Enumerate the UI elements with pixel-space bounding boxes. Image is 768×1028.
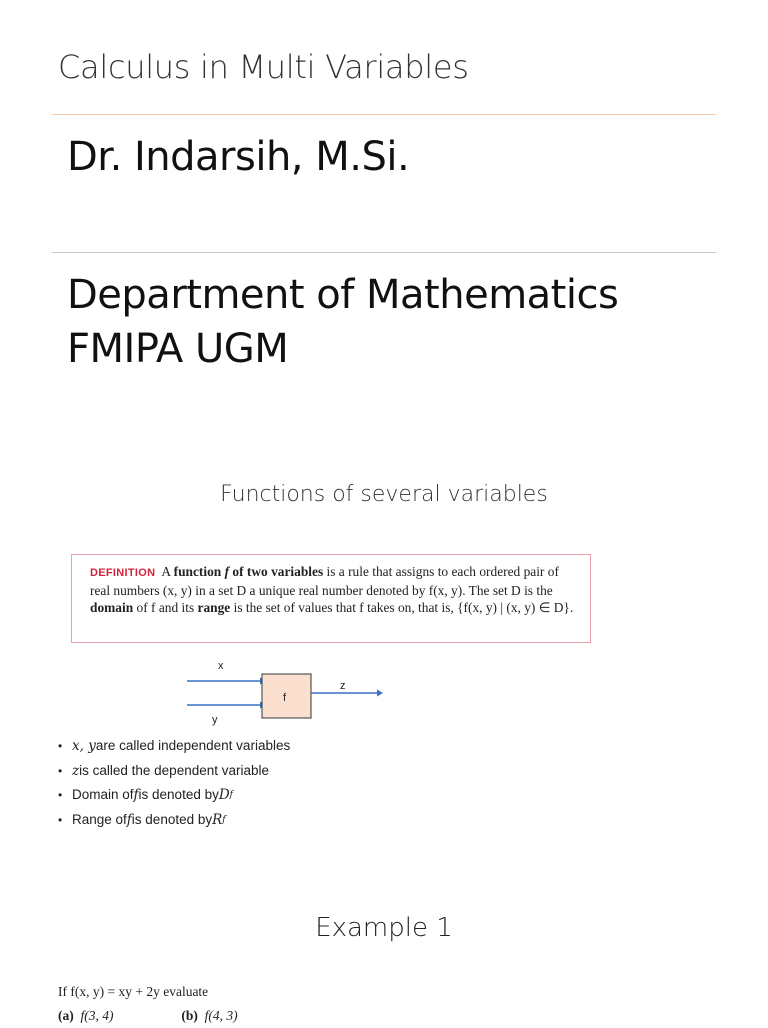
input-x-label: x (218, 660, 224, 672)
department-line: Department of Mathematics (67, 272, 619, 318)
example-title: Example 1 (315, 913, 453, 943)
part-b-label: (b) (181, 1008, 198, 1023)
function-box (262, 674, 311, 718)
list-item: • z is called the dependent variable (58, 759, 290, 784)
list-item: • Domain of f is denoted by D f (58, 783, 290, 808)
definition-keyword: DEFINITION (90, 567, 156, 579)
definition-text: is a rule that assigns to each ordered pair of real numbers (x, y) in a set D a unique real number denoted by f(x, y). The set D is the (90, 564, 559, 598)
list-item: • x, y are called independent variables (58, 734, 290, 759)
definition-term: function (173, 564, 222, 579)
definition-text: is the set of values that f takes on, that is, {f(x, y) | (x, y) ∈ D}. (230, 600, 574, 615)
slide-divider (52, 252, 716, 253)
function-diagram (180, 655, 400, 735)
definition-text: of f and its (133, 600, 198, 615)
department-line: FMIPA UGM (67, 326, 289, 372)
department (67, 268, 618, 376)
example-text (58, 980, 238, 1028)
title-divider (52, 114, 716, 115)
definition-text: A (161, 564, 174, 579)
definition-term: domain (90, 600, 134, 615)
example-parts (58, 1004, 238, 1028)
input-y-label: y (212, 714, 218, 726)
bullet-icon: • (58, 812, 63, 827)
section-title: Functions of several variables (220, 482, 548, 507)
definition-box (71, 554, 591, 643)
part-a-label: (a) (58, 1008, 74, 1023)
definition-term: of two variables (232, 564, 324, 579)
part-b: f(4, 3) (204, 1008, 238, 1023)
example-line: If f(x, y) = xy + 2y evaluate (58, 984, 209, 999)
slide-title: Calculus in Multi Variables (58, 48, 469, 86)
part-a: f(3, 4) (80, 1008, 114, 1023)
bullet-icon: • (58, 788, 63, 802)
bullet-list (58, 734, 290, 832)
list-item: • Range of f is denoted by R f (58, 808, 290, 833)
arrowhead-icon (377, 690, 383, 697)
bullet-icon: • (58, 763, 63, 778)
output-z-label: z (340, 680, 346, 692)
bullet-icon: • (58, 739, 63, 753)
function-box-label: f (283, 692, 287, 704)
author-name: Dr. Indarsih, M.Si. (67, 134, 410, 180)
definition-text: f (221, 564, 233, 579)
definition-term: range (197, 600, 231, 615)
